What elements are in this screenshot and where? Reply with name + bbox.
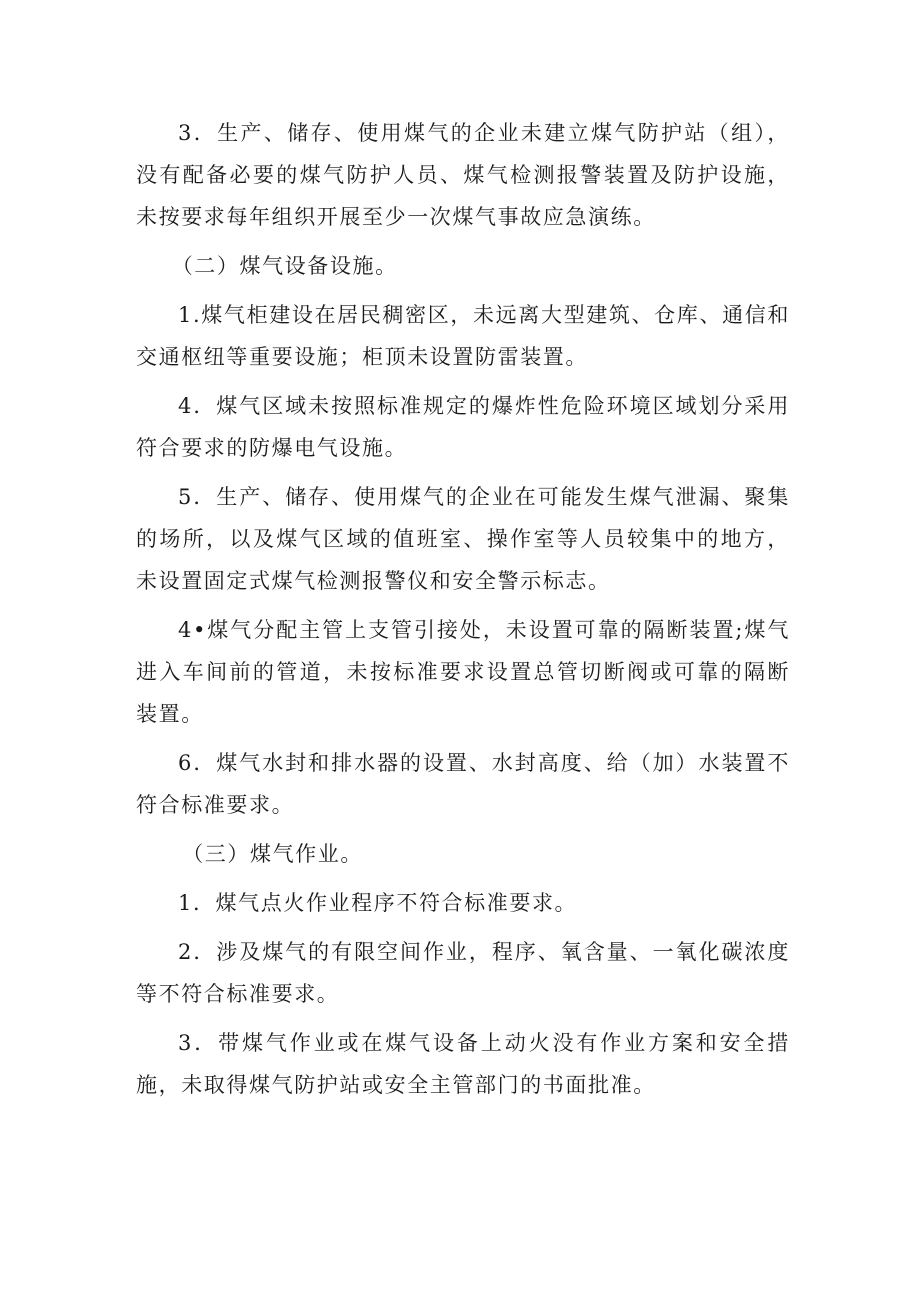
paragraph-item-4-explosion-proof: 4．煤气区域未按照标准规定的爆炸性危险环境区域划分采用符合要求的防爆电气设施。 bbox=[136, 394, 790, 460]
section-heading-gas-equipment: （二）煤气设备设施。 bbox=[171, 254, 398, 278]
document-page bbox=[136, 112, 790, 1106]
paragraph-item-6-water-seal: 6．煤气水封和排水器的设置、水封高度、给（加）水装置不符合标准要求。 bbox=[136, 751, 790, 817]
section-heading-gas-operations: （三）煤气作业。 bbox=[182, 842, 363, 866]
paragraph-item-4-isolation-device: 4•煤气分配主管上支管引接处，未设置可靠的隔断装置;煤气进入车间前的管道，未按标准要求设置总管切断阀或可靠的隔断装置。 bbox=[136, 618, 790, 726]
paragraph-item-1-gas-holder: 1.煤气柜建设在居民稠密区，未远离大型建筑、仓库、通信和交通枢纽等重要设施；柜顶未设置防雷装置。 bbox=[136, 303, 790, 369]
paragraph-item-2-confined-space: 2．涉及煤气的有限空间作业，程序、氧含量、一氧化碳浓度等不符合标准要求。 bbox=[136, 940, 790, 1006]
paragraph-item-3-gas-protection-station: 3．生产、储存、使用煤气的企业未建立煤气防护站（组），没有配备必要的煤气防护人员、煤气检测报警装置及防护设施，未按要求每年组织开展至少一次煤气事故应急演练。 bbox=[136, 121, 790, 229]
paragraph-item-1-ignition: 1．煤气点火作业程序不符合标准要求。 bbox=[178, 891, 578, 915]
paragraph-item-5-gas-detection: 5．生产、储存、使用煤气的企业在可能发生煤气泄漏、聚集的场所，以及煤气区域的值班室、操作室等人员较集中的地方，未设置固定式煤气检测报警仪和安全警示标志。 bbox=[136, 485, 790, 593]
paragraph-item-3-live-gas-work: 3．带煤气作业或在煤气设备上动火没有作业方案和安全措施，未取得煤气防护站或安全主管部门的书面批准。 bbox=[136, 1031, 790, 1097]
